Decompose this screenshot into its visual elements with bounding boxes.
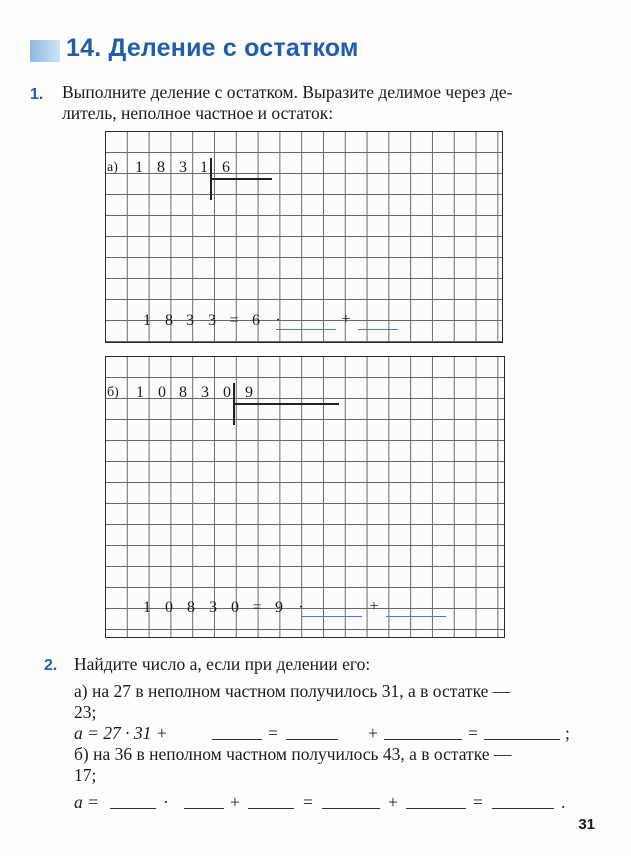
grid-a-eq-cell: = <box>229 312 239 329</box>
task2-b-line1: б) на 36 в неполном частном получилось 43, а в остатке — <box>74 744 512 764</box>
task2-b-blank-5[interactable] <box>406 808 466 809</box>
title-marker <box>30 40 60 62</box>
task2-b-blank-6[interactable] <box>492 808 554 809</box>
grid-a-quotient-blank[interactable] <box>276 329 336 330</box>
grid-a-eq-cell: 3 <box>208 312 216 329</box>
task2-b-eq-2: = <box>473 792 483 812</box>
task2-b-line2: 17; <box>74 765 97 785</box>
task1-number: 1. <box>30 86 44 103</box>
grid-b-remainder-blank[interactable] <box>386 616 446 617</box>
grid-a-eq-cell: 6 <box>252 312 260 329</box>
task2-b-blank-3[interactable] <box>248 808 294 809</box>
grid-b-eq-cell: 9 <box>275 599 283 616</box>
grid-a-eq-cell: 8 <box>165 312 173 329</box>
grid-a-dividend-digit: 8 <box>157 159 165 176</box>
task2-a-line2: 23; <box>74 702 97 722</box>
task2-a-blank-1[interactable] <box>212 739 262 740</box>
task2-intro-text: Найдите число a, если при делении его: <box>74 654 371 674</box>
grid-b-quotient-blank[interactable] <box>302 616 362 617</box>
grid-b-eq-cell: 0 <box>165 599 173 616</box>
task2-a-blank-2[interactable] <box>286 739 338 740</box>
task2-b-blank-2[interactable] <box>184 808 224 809</box>
grid-a-dividend-digit: 1 <box>200 159 208 176</box>
grid-a-eq-cell: 1 <box>143 312 151 329</box>
task2-b-formula: a = <box>74 792 99 812</box>
task1-text-line1: Выполните деление с остатком. Выразите делимое через де- <box>62 82 513 102</box>
page-title: 14. Деление с остатком <box>66 34 359 62</box>
task2-a-eq-2: = <box>468 723 478 743</box>
grid-b-eq-cell: · <box>298 599 304 616</box>
task2-b-period: . <box>561 792 566 812</box>
grid-b-label: б) <box>107 385 119 400</box>
grid-b-eq-cell: = <box>252 599 262 616</box>
task2-b-eq-1: = <box>303 792 313 812</box>
task2-b-blank-4[interactable] <box>322 808 380 809</box>
grid-b-eq-cell: 8 <box>187 599 195 616</box>
task2-b-blank-1[interactable] <box>110 808 156 809</box>
grid-a-dividend-digit: 3 <box>179 159 187 176</box>
grid-a-plus: + <box>341 311 351 328</box>
task1-text-line2: литель, неполное частное и остаток: <box>62 103 334 123</box>
grid-a-dividend-digit: 1 <box>135 159 143 176</box>
grid-b-dividend-digit: 3 <box>201 384 209 401</box>
task2-b-plus-2: + <box>388 792 398 812</box>
task2-b-plus-1: + <box>230 792 240 812</box>
grid-b-division-line <box>233 403 339 405</box>
task2-a-formula: a = 27 · 31 + <box>74 723 168 743</box>
grid-b[interactable] <box>105 356 505 638</box>
grid-b-dividend-digit: 1 <box>136 384 144 401</box>
task2-a-line1: а) на 27 в неполном частном получилось 31, а в остатке — <box>74 681 511 701</box>
task2-a-blank-4[interactable] <box>484 739 560 740</box>
task2-a-blank-3[interactable] <box>384 739 462 740</box>
page-number: 31 <box>578 816 595 833</box>
task2-a-semicolon: ; <box>565 723 570 743</box>
grid-a-divisor: 6 <box>222 159 230 176</box>
grid-a[interactable] <box>105 131 503 343</box>
task2-b-dot: · <box>163 792 169 812</box>
grid-a-label: а) <box>107 160 118 175</box>
grid-a-eq-cell: 3 <box>186 312 194 329</box>
task2-intro <box>74 654 370 675</box>
grid-b-eq-cell: 3 <box>209 599 217 616</box>
grid-b-divisor: 9 <box>245 384 253 401</box>
grid-a-remainder-blank[interactable] <box>358 329 398 330</box>
task2-a-plus: + <box>368 723 378 743</box>
grid-b-dividend-digit: 8 <box>179 384 187 401</box>
task2-number: 2. <box>44 657 58 674</box>
grid-b-plus: + <box>369 598 379 615</box>
grid-b-dividend-digit: 0 <box>223 384 231 401</box>
grid-b-eq-cell: 0 <box>231 599 239 616</box>
grid-b-dividend-digit: 0 <box>158 384 166 401</box>
grid-a-division-line <box>210 178 272 180</box>
grid-b-eq-cell: 1 <box>143 599 151 616</box>
grid-a-eq-cell: · <box>275 312 281 329</box>
task2-a-eq-1: = <box>268 723 278 743</box>
